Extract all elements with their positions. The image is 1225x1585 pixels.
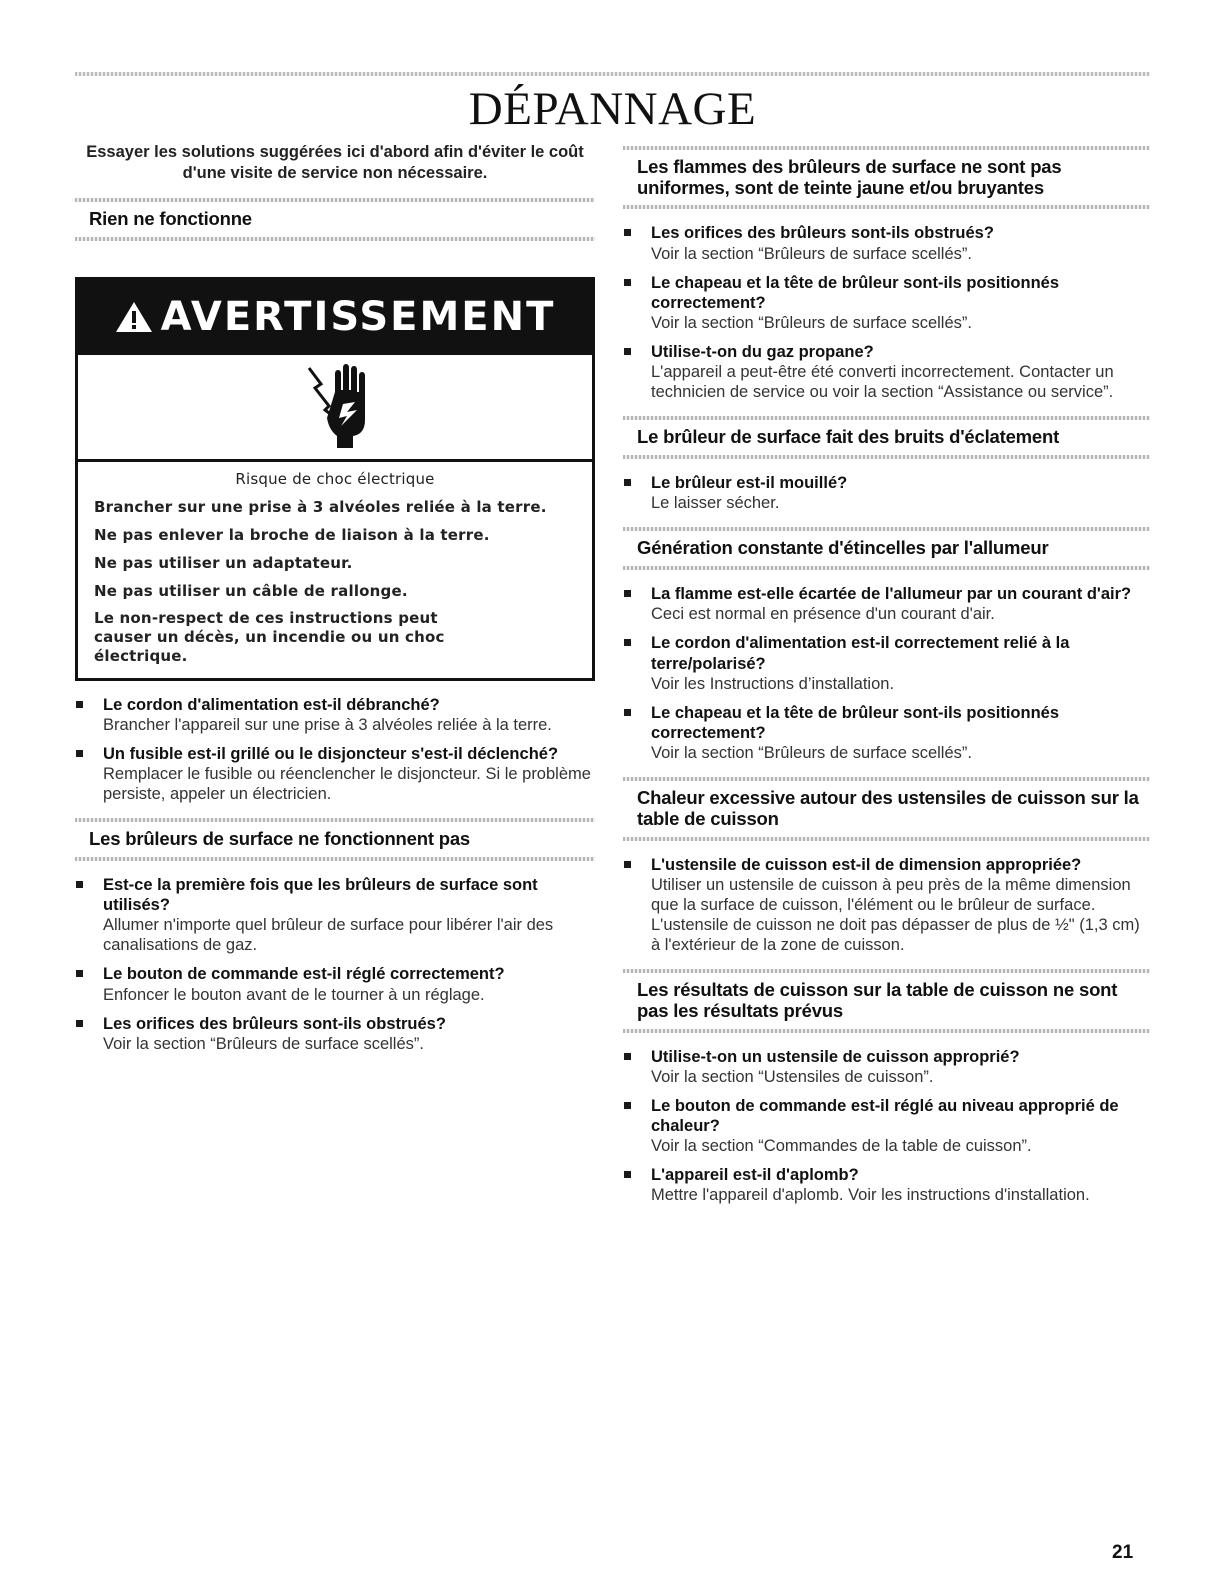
section-excessive-heat	[623, 777, 1150, 955]
section-heading: Génération constante d'étincelles par l'allumeur	[637, 537, 1049, 559]
item-list	[623, 473, 1150, 513]
bullet	[624, 1171, 631, 1178]
warning-line: Brancher sur une prise à 3 alvéoles reliée à la terre.	[94, 498, 547, 517]
bullet	[76, 701, 83, 708]
warning-body	[78, 462, 592, 678]
bullet	[624, 590, 631, 597]
item-question: L'appareil est-il d'aplomb?	[651, 1166, 859, 1185]
item-answer: Remplacer le fusible ou réenclencher le disjoncteur. Si le problème persiste, appeler un électricien.	[103, 764, 591, 804]
item-answer: Enfoncer le bouton avant de le tourner à un réglage.	[103, 985, 485, 1004]
item-answer: Voir la section “Brûleurs de surface scellés”.	[651, 313, 972, 332]
item-answer: L'appareil a peut-être été converti incorrectement. Contacter un technicien de service ou voir la section “Assistance ou service”.	[651, 363, 1114, 402]
item-question: Le bouton de commande est-il réglé correctement?	[103, 965, 505, 984]
warning-title-text: AVERTISSEMENT	[160, 294, 556, 341]
section-rule	[623, 566, 1150, 570]
intro-text: Essayer les solutions suggérées ici d'abord afin d'éviter le coût d'une visite de service non nécessaire.	[86, 143, 584, 183]
section-heading: Le brûleur de surface fait des bruits d'éclatement	[637, 426, 1060, 448]
bullet	[624, 479, 631, 486]
electric-shock-hand-icon	[295, 362, 375, 452]
item-list	[623, 855, 1150, 956]
item-question: Utilise-t-on du gaz propane?	[651, 343, 874, 362]
section-heading: Les brûleurs de surface ne fonctionnent pas	[89, 828, 471, 850]
section-rule	[623, 1029, 1150, 1033]
right-column	[623, 146, 1150, 1220]
item-question: Le bouton de commande est-il réglé au niveau approprié de chaleur?	[651, 1096, 1119, 1135]
list-item	[623, 223, 1150, 263]
left-column	[75, 142, 595, 1068]
warning-header	[78, 280, 592, 355]
list-item	[623, 703, 1150, 763]
item-question: Le cordon d'alimentation est-il débranché?	[103, 695, 440, 714]
section-rule	[75, 237, 595, 241]
bullet	[624, 229, 631, 236]
list-item	[623, 342, 1150, 402]
list-item	[623, 1165, 1150, 1205]
list-item	[75, 1014, 595, 1054]
section-popping-noise	[623, 416, 1150, 513]
page-number: 21	[1112, 1542, 1134, 1563]
item-question: Utilise-t-on un ustensile de cuisson approprié?	[651, 1047, 1020, 1066]
top-dotted-rule	[75, 72, 1150, 76]
item-question: Les orifices des brûleurs sont-ils obstrués?	[651, 224, 994, 243]
warning-triangle-icon	[115, 300, 153, 334]
item-list	[623, 1047, 1150, 1206]
item-answer: Voir les Instructions d’installation.	[651, 674, 895, 693]
section-burners-not-working	[75, 818, 595, 1054]
page-title: DÉPANNAGE	[468, 83, 757, 135]
item-question: Le cordon d'alimentation est-il correctement relié à la terre/polarisé?	[651, 634, 1070, 673]
list-item	[623, 633, 1150, 693]
section-rule	[623, 837, 1150, 841]
list-item	[75, 744, 595, 804]
list-item	[623, 1047, 1150, 1087]
bullet	[76, 970, 83, 977]
warning-line: Le non-respect de ces instructions peut causer un décès, un incendie ou un choc électrique.	[94, 609, 445, 665]
list-item	[623, 855, 1150, 956]
section-heading: Chaleur excessive autour des ustensiles de cuisson sur la table de cuisson	[637, 787, 1139, 829]
section-heading: Les résultats de cuisson sur la table de cuisson ne sont pas les résultats prévus	[637, 979, 1118, 1021]
section-heading: Les flammes des brûleurs de surface ne sont pas uniformes, sont de teinte jaune et/ou bruyantes	[637, 156, 1062, 198]
item-question: La flamme est-elle écartée de l'allumeur par un courant d'air?	[651, 585, 1132, 604]
section-rule	[623, 205, 1150, 209]
item-answer: Brancher l'appareil sur une prise à 3 alvéoles reliée à la terre.	[103, 715, 552, 734]
item-answer: Le laisser sécher.	[651, 494, 780, 513]
section-uneven-flames	[623, 146, 1150, 402]
section-heading: Rien ne fonctionne	[89, 207, 252, 229]
bullet	[76, 1020, 83, 1027]
list-item	[623, 584, 1150, 624]
item-question: Est-ce la première fois que les brûleurs de surface sont utilisés?	[103, 875, 538, 915]
list-item	[623, 273, 1150, 333]
bullet	[624, 709, 631, 716]
list-item	[75, 695, 595, 735]
bullet	[624, 639, 631, 646]
item-answer: Ceci est normal en présence d'un courant d'air.	[651, 605, 995, 624]
list-item	[75, 964, 595, 1004]
bullet	[76, 881, 83, 888]
warning-risk: Risque de choc électrique	[235, 469, 435, 488]
warning-title	[115, 294, 556, 340]
item-question: Le chapeau et la tête de brûleur sont-ils positionnés correctement?	[651, 273, 1059, 312]
item-question: L'ustensile de cuisson est-il de dimension appropriée?	[651, 855, 1082, 874]
item-list	[75, 875, 595, 1054]
item-list	[623, 223, 1150, 402]
warning-symbol-row	[78, 355, 592, 462]
warning-line: Ne pas utiliser un câble de rallonge.	[94, 581, 408, 600]
list-item	[623, 1096, 1150, 1156]
section-rule	[623, 455, 1150, 459]
bullet	[624, 1053, 631, 1060]
item-list	[75, 695, 595, 805]
item-question: Les orifices des brûleurs sont-ils obstrués?	[103, 1014, 446, 1033]
bullet	[624, 1102, 631, 1109]
item-answer: Allumer n'importe quel brûleur de surface pour libérer l'air des canalisations de gaz.	[103, 916, 554, 955]
item-answer: Voir la section “Brûleurs de surface scellés”.	[103, 1034, 424, 1053]
item-question: Le chapeau et la tête de brûleur sont-ils positionnés correctement?	[651, 703, 1059, 742]
item-answer: Voir la section “Brûleurs de surface scellés”.	[651, 744, 972, 762]
section-constant-sparking	[623, 527, 1150, 763]
item-question: Un fusible est-il grillé ou le disjoncteur s'est-il déclenché?	[103, 744, 559, 763]
section-unexpected-results	[623, 969, 1150, 1205]
item-answer: Utiliser un ustensile de cuisson à peu près de la même dimension que la surface de cuisson, l'élément ou le brûleur de surface. L'ustensile de cuisson ne doit pas dépasser de plus de ½" (1,3 cm) à l'extérieur de la zone de cuisson.	[651, 875, 1140, 955]
bullet	[624, 861, 631, 868]
item-answer: Voir la section “Brûleurs de surface scellés”.	[651, 244, 972, 263]
item-list	[623, 584, 1150, 763]
section-nothing-works	[75, 198, 595, 804]
bullet	[624, 279, 631, 286]
section-rule	[75, 857, 595, 861]
item-answer: Voir la section “Ustensiles de cuisson”.	[651, 1067, 934, 1086]
item-question: Le brûleur est-il mouillé?	[651, 474, 848, 493]
warning-line: Ne pas enlever la broche de liaison à la terre.	[94, 526, 490, 545]
list-item	[623, 473, 1150, 513]
bullet	[76, 750, 83, 757]
item-answer: Mettre l'appareil d'aplomb. Voir les instructions d'installation.	[651, 1186, 1090, 1205]
warning-line: Ne pas utiliser un adaptateur.	[94, 553, 353, 572]
list-item	[75, 875, 595, 956]
bullet	[624, 348, 631, 355]
warning-box	[75, 277, 595, 681]
item-answer: Voir la section “Commandes de la table de cuisson”.	[651, 1137, 1032, 1156]
